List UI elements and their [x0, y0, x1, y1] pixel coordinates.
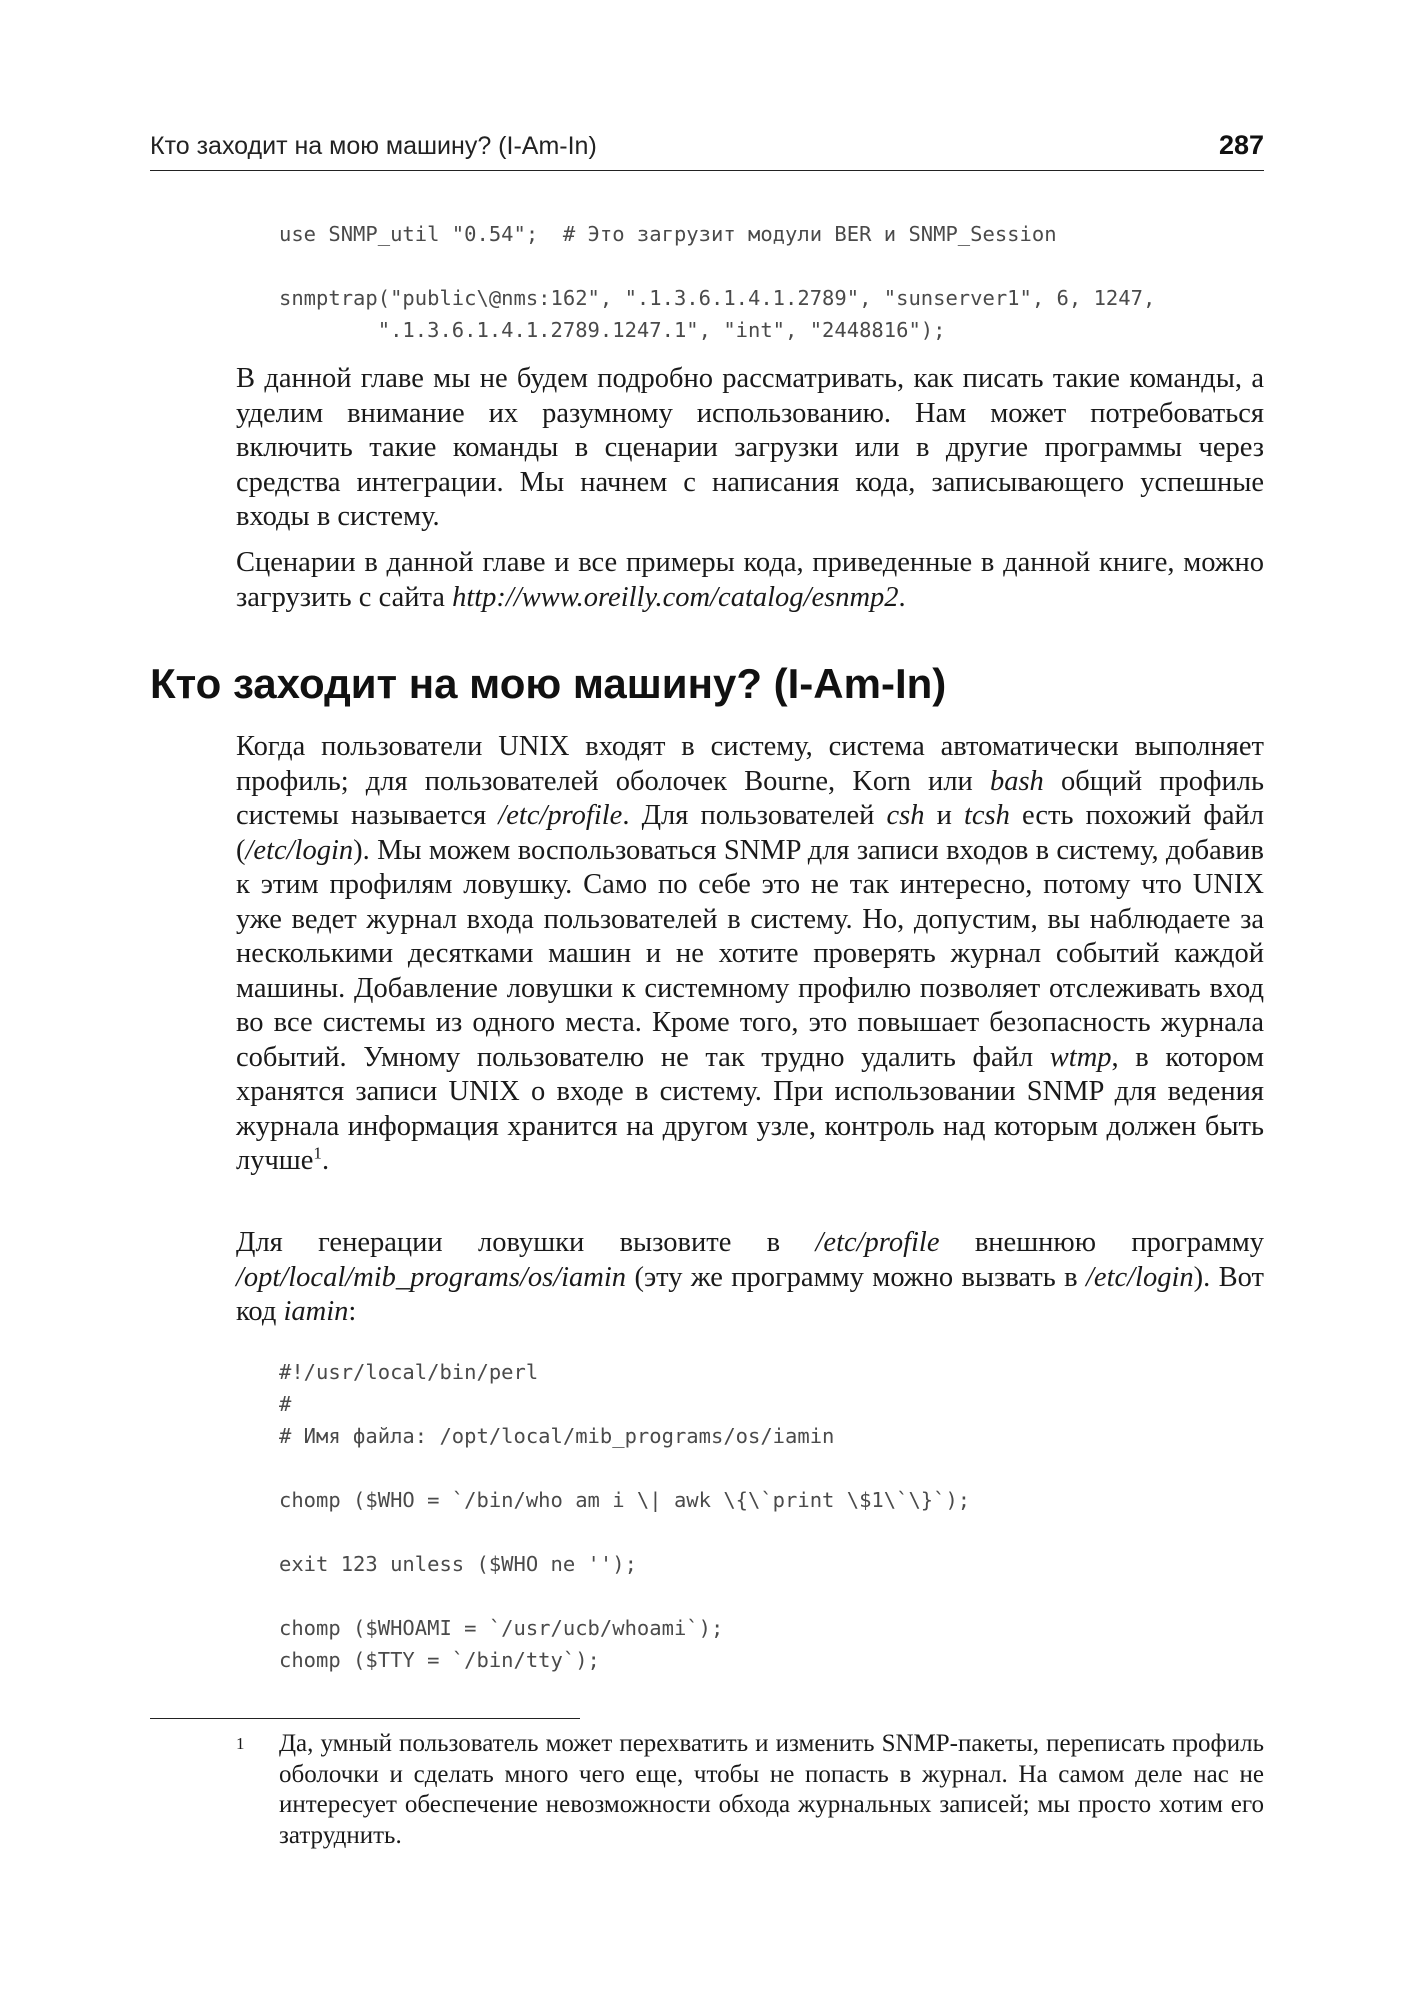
paragraph-download: Сценарии в данной главе и все примеры кода, приведенные в данной книге, можно загрузить с сайта http://www.oreilly.com/catalog/esnmp2.	[236, 547, 1264, 613]
code-line: #!/usr/local/bin/perl	[279, 1360, 539, 1384]
footnote-number: 1	[236, 1734, 245, 1753]
footnote-reference[interactable]: 1	[313, 1143, 322, 1163]
paragraph-intro: В данной главе мы не будем подробно рассматривать, как писать такие команды, а уделим внимание их разумному использованию. Нам может потребоваться включить такие команды в сценарии загрузки или в другие программы через средства интеграции. Мы начнем с написания кода, записывающего успешные входы в систему.	[236, 363, 1264, 532]
section-heading: Кто заходит на мою машину? (I-Am-In)	[150, 660, 947, 707]
code-line: chomp ($WHOAMI = `/usr/ucb/whoami`);	[279, 1616, 724, 1640]
running-title: Кто заходит на мою машину? (I-Am-In)	[150, 132, 597, 160]
download-url: http://www.oreilly.com/catalog/esnmp2	[452, 581, 899, 613]
paragraph-iamin-description: Когда пользователи UNIX входят в систему, система автоматически выполняет профиль; для пользователей оболочек Bourne, Korn или bash общий профиль системы называется /etc/profile. Для пользователей csh и tcsh есть похожий файл (/etc/login). Мы можем воспользоваться SNMP для записи входов в систему, добавив к этим профилям ловушку. Само по себе это не так интересно, потому что UNIX уже ведет журнал входа пользователей в систему. Но, допустим, вы наблюдаете за несколькими десятками машин и не хотите проверять журнал событий каждой машины. Добавление ловушки к системному профилю позволяет отслеживать вход во все системы из одного места. Кроме того, это повышает безопасность журнала событий. Умному пользователю не так трудно удалить файл wtmp, в котором хранятся записи UNIX о входе в систему. При использовании SNMP для ведения журнала информация хранится на другом узле, контроль над которым должен быть лучше$^1$.	[236, 731, 1264, 1176]
running-header	[150, 130, 1264, 171]
code-line: exit 123 unless ($WHO ne '');	[279, 1552, 637, 1576]
code-line: #	[279, 1392, 292, 1416]
footnote-text: Да, умный пользователь может перехватить и изменить SNMP-пакеты, переписать профиль оболочки и сделать много чего еще, чтобы не попасть в журнал. На самом деле нас не интересует обеспечение невозможности обхода журнальных записей; мы просто хотим его затруднить.	[279, 1730, 1264, 1849]
footnote-divider	[150, 1718, 580, 1719]
code-line: chomp ($WHO = `/bin/who am i \| awk \{\`print \$1\`\}`);	[279, 1488, 971, 1512]
code-line: snmptrap("public\@nms:162", ".1.3.6.1.4.1.2789", "sunserver1", 6, 1247,	[279, 286, 1156, 310]
code-line: chomp ($TTY = `/bin/tty`);	[279, 1648, 600, 1672]
code-block-snmptrap	[279, 218, 1155, 346]
page-number: 287	[1218, 130, 1264, 160]
paragraph-trap-generation: Для генерации ловушки вызовите в /etc/profile внешнюю программу /opt/local/mib_programs/os/iamin (эту же программу можно вызвать в /etc/login). Вот код iamin:	[236, 1227, 1264, 1327]
code-block-iamin	[279, 1356, 970, 1676]
code-line: # Имя файла: /opt/local/mib_programs/os/iamin	[279, 1424, 835, 1448]
code-line: ".1.3.6.1.4.1.2789.1247.1", "int", "2448816");	[279, 318, 946, 342]
code-line: use SNMP_util "0.54"; # Это загрузит модули BER и SNMP_Session	[279, 222, 1057, 246]
